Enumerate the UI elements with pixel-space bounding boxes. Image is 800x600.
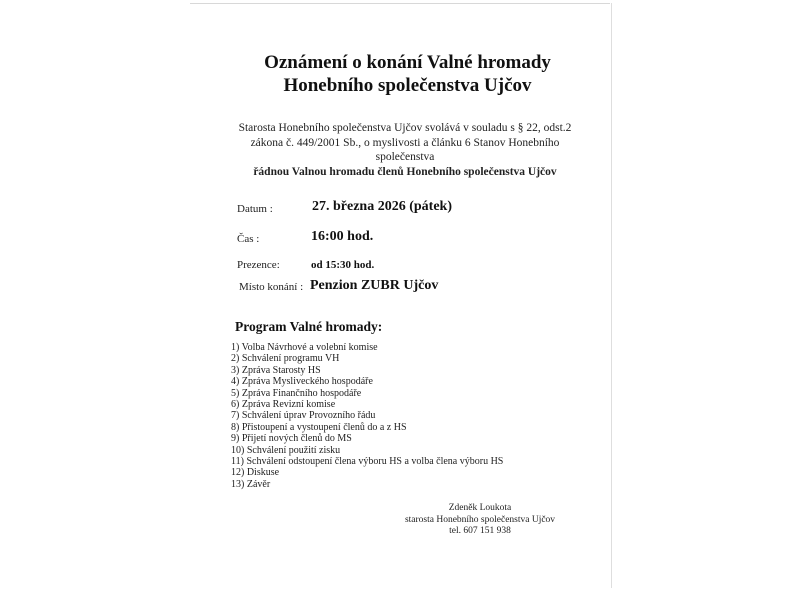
program-item: 3) Zpráva Starosty HS: [231, 364, 321, 376]
intro-line-1: Starosta Honebního společenstva Ujčov svolává v souladu s § 22, odst.2: [238, 122, 572, 134]
program-item: 13) Závěr: [231, 478, 271, 490]
time-value: 16:00 hod.: [311, 229, 374, 244]
program-item: 8) Přistoupení a vystoupení členů do a z HS: [231, 421, 407, 433]
program-item: 1) Volba Návrhové a volební komise: [231, 342, 378, 353]
program-item: 12) Diskuse: [231, 467, 280, 479]
program-item: 10) Schválení použití zisku: [231, 444, 341, 456]
intro-line-3: společenstva: [375, 151, 435, 163]
program-item: 5) Zpráva Finančního hospodáře: [231, 387, 362, 399]
program-item: 7) Schválení úprav Provozního řádu: [231, 410, 376, 422]
signature-name: Zdeněk Loukota: [448, 503, 512, 513]
program-item: 9) Přijetí nových členů do MS: [231, 433, 352, 445]
document-subtitle: Honebního společenstva Ujčov: [283, 75, 532, 96]
program-heading: Program Valné hromady:: [235, 319, 383, 334]
program-item: 2) Schválení programu VH: [231, 353, 340, 365]
presence-label: Prezence:: [237, 259, 280, 271]
intro-line-2: zákona č. 449/2001 Sb., o myslivosti a článku 6 Stanov Honebního: [250, 136, 560, 149]
time-label: Čas :: [237, 233, 260, 245]
intro-paragraph: [225, 121, 585, 179]
program-item: 6) Zpráva Revizní komise: [231, 399, 336, 411]
document-title: Oznámení o konání Valné hromady: [264, 52, 551, 73]
program-item: 4) Zpráva Mysliveckého hospodáře: [231, 376, 373, 388]
signature-block: [400, 503, 560, 538]
place-label: Místo konání :: [239, 281, 304, 293]
signature-phone: tel. 607 151 938: [449, 526, 511, 536]
program-item: 11) Schválení odstoupení člena výboru HS a volba člena výboru HS: [231, 456, 504, 468]
date-value: 27. března 2026 (pátek): [312, 199, 452, 214]
presence-value: od 15:30 hod.: [311, 259, 375, 271]
program-list: [231, 342, 503, 490]
place-value: Penzion ZUBR Ujčov: [310, 278, 439, 293]
page-edge-top: [190, 3, 610, 4]
date-label: Datum :: [237, 203, 273, 215]
intro-line-4: řádnou Valnou hromadu členů Honebního společenstva Ujčov: [253, 165, 557, 178]
signature-role: starosta Honebního společenstva Ujčov: [404, 514, 556, 525]
